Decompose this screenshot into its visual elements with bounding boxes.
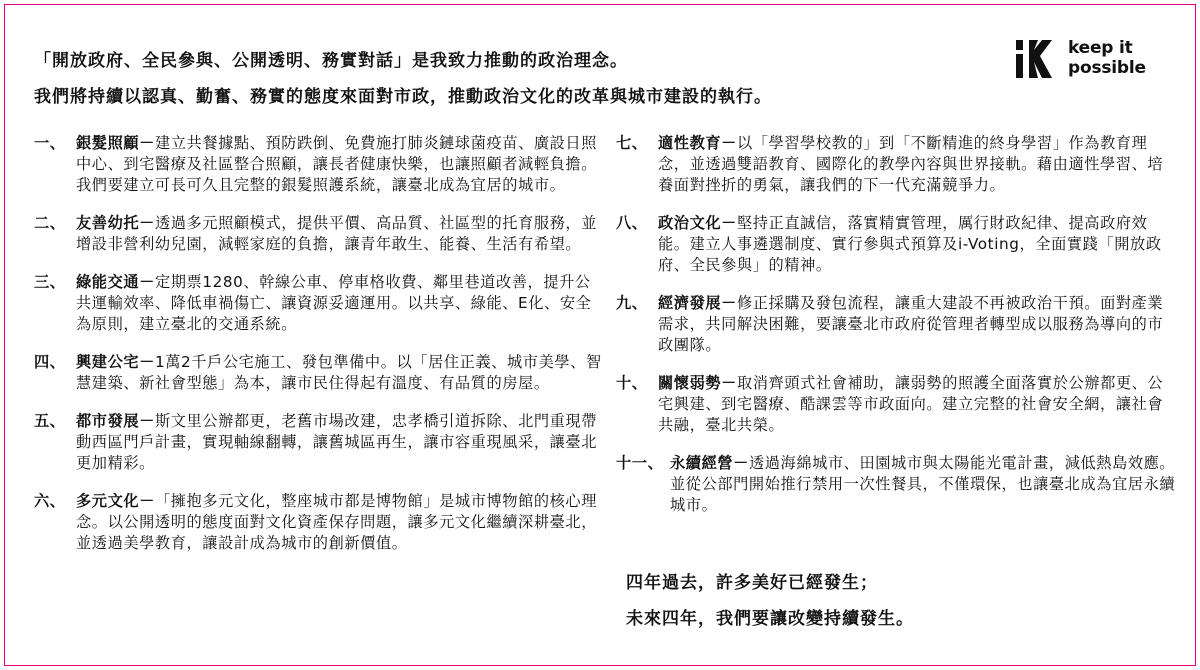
item-number: 六、 — [34, 492, 66, 510]
item-title: 政治文化 — [658, 214, 722, 232]
logo-line-1: keep it — [1068, 38, 1133, 58]
item-text: 定期票1280、幹線公車、停車格收費、鄰里巷道改善，提升公共運輸效率、降低車禍傷亡、讓資源妥適運用。以共享、綠能、E化、安全為原則，建立臺北的交通系統。 — [76, 273, 592, 333]
item-separator: － — [139, 353, 155, 371]
item-number: 十一、 — [616, 454, 664, 472]
item-separator: － — [733, 454, 749, 472]
item-separator: － — [139, 214, 155, 232]
item-title: 銀髮照顧 — [76, 134, 140, 152]
item-title: 經濟發展 — [658, 294, 722, 312]
item-text: 以「學習學校教的」到「不斷精進的終身學習」作為教育理念，並透過雙語教育、國際化的教學內容與世界接軌。藉由適性學習、培養面對挫折的勇氣，讓我們的下一代充滿競爭力。 — [658, 134, 1164, 194]
item-text: 修正採購及發包流程，讓重大建設不再被政治干預。面對產業需求，共同解決困難，要讓臺北市政府從管理者轉型成以服務為導向的市政團隊。 — [658, 294, 1164, 354]
policy-item-4 — [34, 352, 604, 394]
item-text: 取消齊頭式社會補助，讓弱勢的照護全面落實於公辦都更、公宅興建、到宅醫療、酷課雲等市政面向。建立完整的社會安全網，讓社會共融，臺北共榮。 — [658, 374, 1164, 434]
logo-line-2: possible — [1068, 58, 1146, 78]
logo-wordmark — [1068, 38, 1146, 78]
item-title: 興建公宅 — [76, 353, 140, 371]
item-separator: － — [721, 214, 737, 232]
closing-line-2: 未來四年，我們要讓改變持續發生。 — [626, 609, 914, 629]
item-text: 透過多元照顧模式，提供平價、高品質、社區型的托育服務，並增設非營利幼兒園，減輕家庭的負擔，讓青年敢生、能養、生活有希望。 — [76, 214, 598, 253]
item-number: 七、 — [616, 134, 648, 152]
k-brand-icon — [1014, 40, 1056, 80]
item-title: 適性教育 — [658, 134, 722, 152]
header-line-1: 「開放政府、全民參與、公開透明、務實對話」是我致力推動的政治理念。 — [34, 51, 628, 71]
item-separator: － — [139, 412, 155, 430]
item-number: 五、 — [34, 412, 66, 430]
item-separator: － — [721, 134, 737, 152]
policy-item-2 — [34, 213, 604, 255]
item-number: 三、 — [34, 273, 66, 291]
item-title: 都市發展 — [76, 412, 140, 430]
header-line-2: 我們將持續以認真、勤奮、務實的態度來面對市政，推動政治文化的改革與城市建設的執行。 — [34, 87, 772, 107]
policy-item-9 — [616, 293, 1176, 356]
item-title: 友善幼托 — [76, 214, 140, 232]
item-title: 永續經營 — [670, 454, 734, 472]
item-separator: － — [139, 273, 155, 291]
item-text: 斯文里公辦都更，老舊市場改建，忠孝橋引道拆除、北門重現帶動西區門戶計畫，實現軸線翻轉，讓舊城區再生，讓市容重現風采，讓臺北更加精彩。 — [76, 412, 598, 472]
item-number: 八、 — [616, 214, 648, 232]
policy-column-right — [616, 133, 1176, 533]
item-number: 十、 — [616, 374, 648, 392]
item-text: 1萬2千戶公宅施工、發包準備中。以「居住正義、城市美學、智慧建築、新社會型態」為本，讓市民住得起有溫度、有品質的房屋。 — [76, 353, 602, 392]
item-separator: － — [721, 294, 737, 312]
item-number: 一、 — [34, 134, 66, 152]
policy-item-3 — [34, 272, 604, 335]
policy-item-7 — [616, 133, 1176, 196]
item-number: 四、 — [34, 353, 66, 371]
policy-item-6 — [34, 491, 604, 554]
item-separator: － — [139, 492, 155, 510]
closing-line-1: 四年過去，許多美好已經發生； — [626, 573, 878, 593]
item-separator: － — [721, 374, 737, 392]
item-text: 建立共餐據點、預防跌倒、免費施打肺炎鏈球菌疫苗、廣設日照中心、到宅醫療及社區整合照顧，讓長者健康快樂，也讓照顧者減輕負擔。我們要建立可長可久且完整的銀髮照護系統，讓臺北成為宜居的城市。 — [76, 134, 598, 194]
item-separator: － — [139, 134, 155, 152]
item-title: 關懷弱勢 — [658, 374, 722, 392]
policy-column-left — [34, 133, 604, 571]
policy-item-1 — [34, 133, 604, 196]
policy-item-10 — [616, 373, 1176, 436]
item-title: 多元文化 — [76, 492, 140, 510]
policy-item-5 — [34, 411, 604, 474]
item-text: 「擁抱多元文化，整座城市都是博物館」是城市博物館的核心理念。以公開透明的態度面對文化資產保存問題，讓多元文化繼續深耕臺北，並透過美學教育，讓設計成為城市的創新價值。 — [76, 492, 598, 552]
item-text: 堅持正直誠信，落實精實管理，厲行財政紀律、提高政府效能。建立人事遴選制度、實行參與式預算及i-Voting，全面實踐「開放政府、全民參與」的精神。 — [658, 214, 1162, 274]
policy-item-11 — [616, 453, 1176, 516]
policy-item-8 — [616, 213, 1176, 276]
item-number: 二、 — [34, 214, 66, 232]
item-number: 九、 — [616, 294, 648, 312]
item-title: 綠能交通 — [76, 273, 140, 291]
logo — [1014, 38, 1174, 82]
item-text: 透過海綿城市、田園城市與太陽能光電計畫，減低熱島效應。並從公部門開始推行禁用一次性餐具，不僅環保，也讓臺北成為宜居永續城市。 — [670, 454, 1176, 514]
